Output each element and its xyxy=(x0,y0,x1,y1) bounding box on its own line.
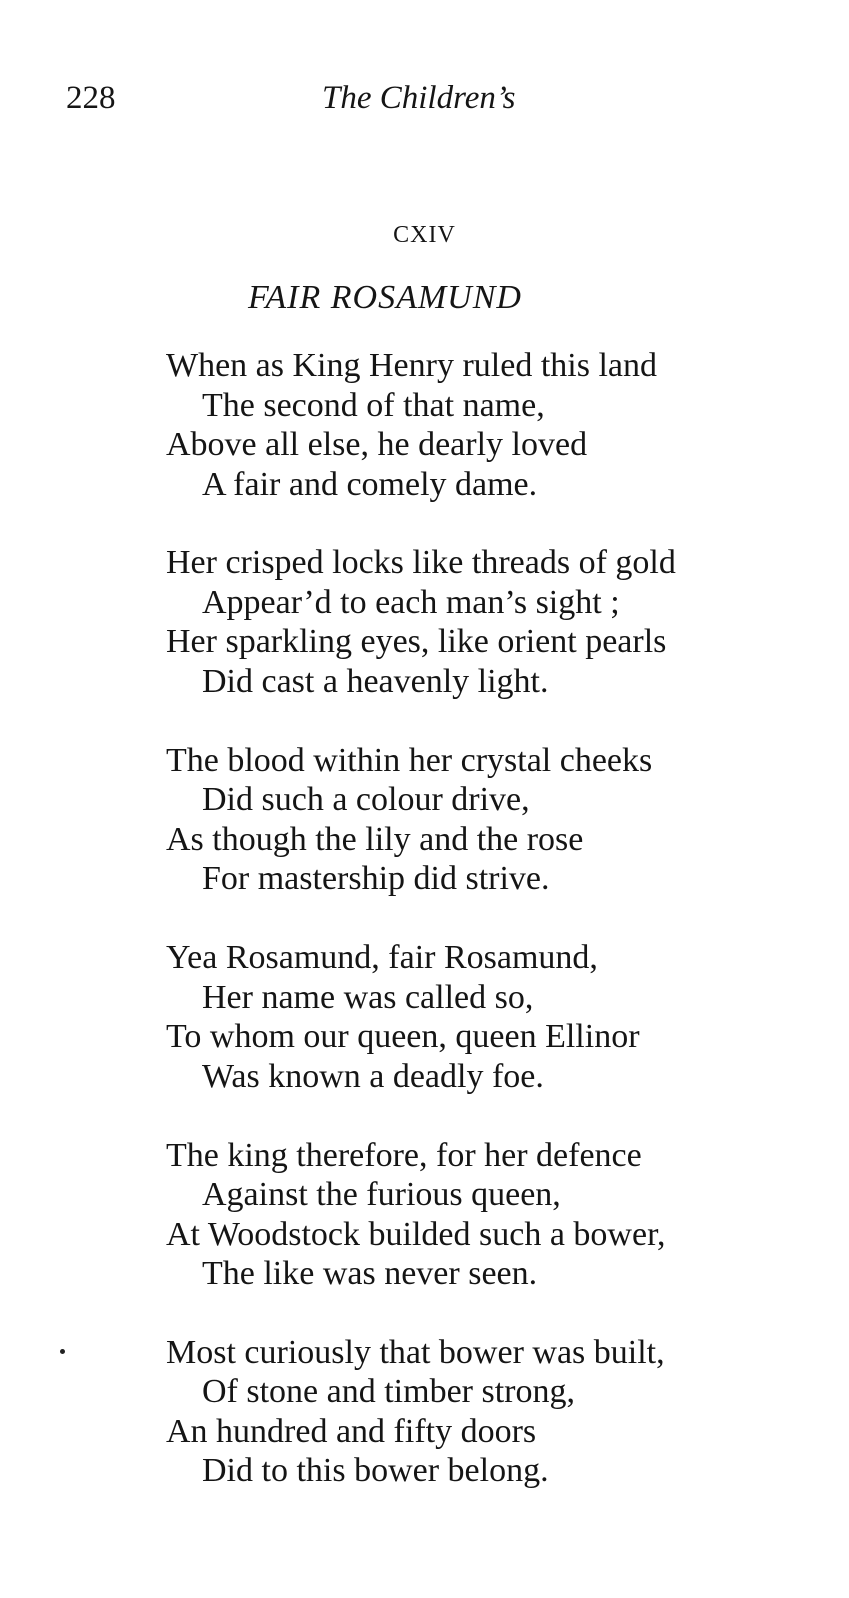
verse-line: Yea Rosamund, fair Rosamund, xyxy=(166,939,598,977)
verse-line: Was known a deadly foe. xyxy=(202,1057,544,1095)
verse-line: Most curiously that bower was built, xyxy=(166,1333,665,1371)
verse-line: Did cast a heavenly light. xyxy=(202,662,549,700)
section-number xyxy=(0,220,849,250)
stanza-6 xyxy=(166,1333,826,1491)
verse-line: At Woodstock builded such a bower, xyxy=(166,1215,666,1253)
verse-line: Against the furious queen, xyxy=(202,1176,561,1214)
verse-line: When as King Henry ruled this land xyxy=(166,347,657,384)
verse-line: Above all else, he dearly loved xyxy=(166,426,588,463)
stanza-2 xyxy=(166,543,826,701)
stanza-5 xyxy=(166,1136,826,1294)
ink-speck xyxy=(60,1349,65,1354)
verse-line: Her sparkling eyes, like orient pearls xyxy=(166,623,667,661)
verse-line: A fair and comely dame. xyxy=(202,465,538,503)
poem-title: FAIR ROSAMUND xyxy=(248,279,522,316)
verse-line: Appear’d to each man’s sight ; xyxy=(202,583,620,621)
stanza-1 xyxy=(166,346,826,504)
verse-line: The blood within her crystal cheeks xyxy=(166,741,653,779)
verse-line: As though the lily and the rose xyxy=(166,820,584,858)
verse-line: Her crisped locks like threads of gold xyxy=(166,544,676,582)
section-number-text: CXIV xyxy=(393,222,456,248)
verse-line: An hundred and fifty doors xyxy=(166,1412,537,1450)
verse-line: The king therefore, for her defence xyxy=(166,1136,642,1174)
verse-line: For mastership did strive. xyxy=(202,860,550,898)
verse-line: Her name was called so, xyxy=(202,978,534,1016)
verse-line: The second of that name, xyxy=(202,386,545,424)
verse-line: Did such a colour drive, xyxy=(202,781,530,819)
poem-body xyxy=(166,346,826,1530)
running-title: The Children’s xyxy=(322,80,516,116)
verse-line: To whom our queen, queen Ellinor xyxy=(166,1018,640,1056)
stanza-4 xyxy=(166,938,826,1096)
stanza-3 xyxy=(166,741,826,899)
page-number: 228 xyxy=(66,80,116,116)
verse-line: Of stone and timber strong, xyxy=(202,1373,575,1411)
verse-line: Did to this bower belong. xyxy=(202,1452,549,1490)
verse-line: The like was never seen. xyxy=(202,1255,538,1293)
